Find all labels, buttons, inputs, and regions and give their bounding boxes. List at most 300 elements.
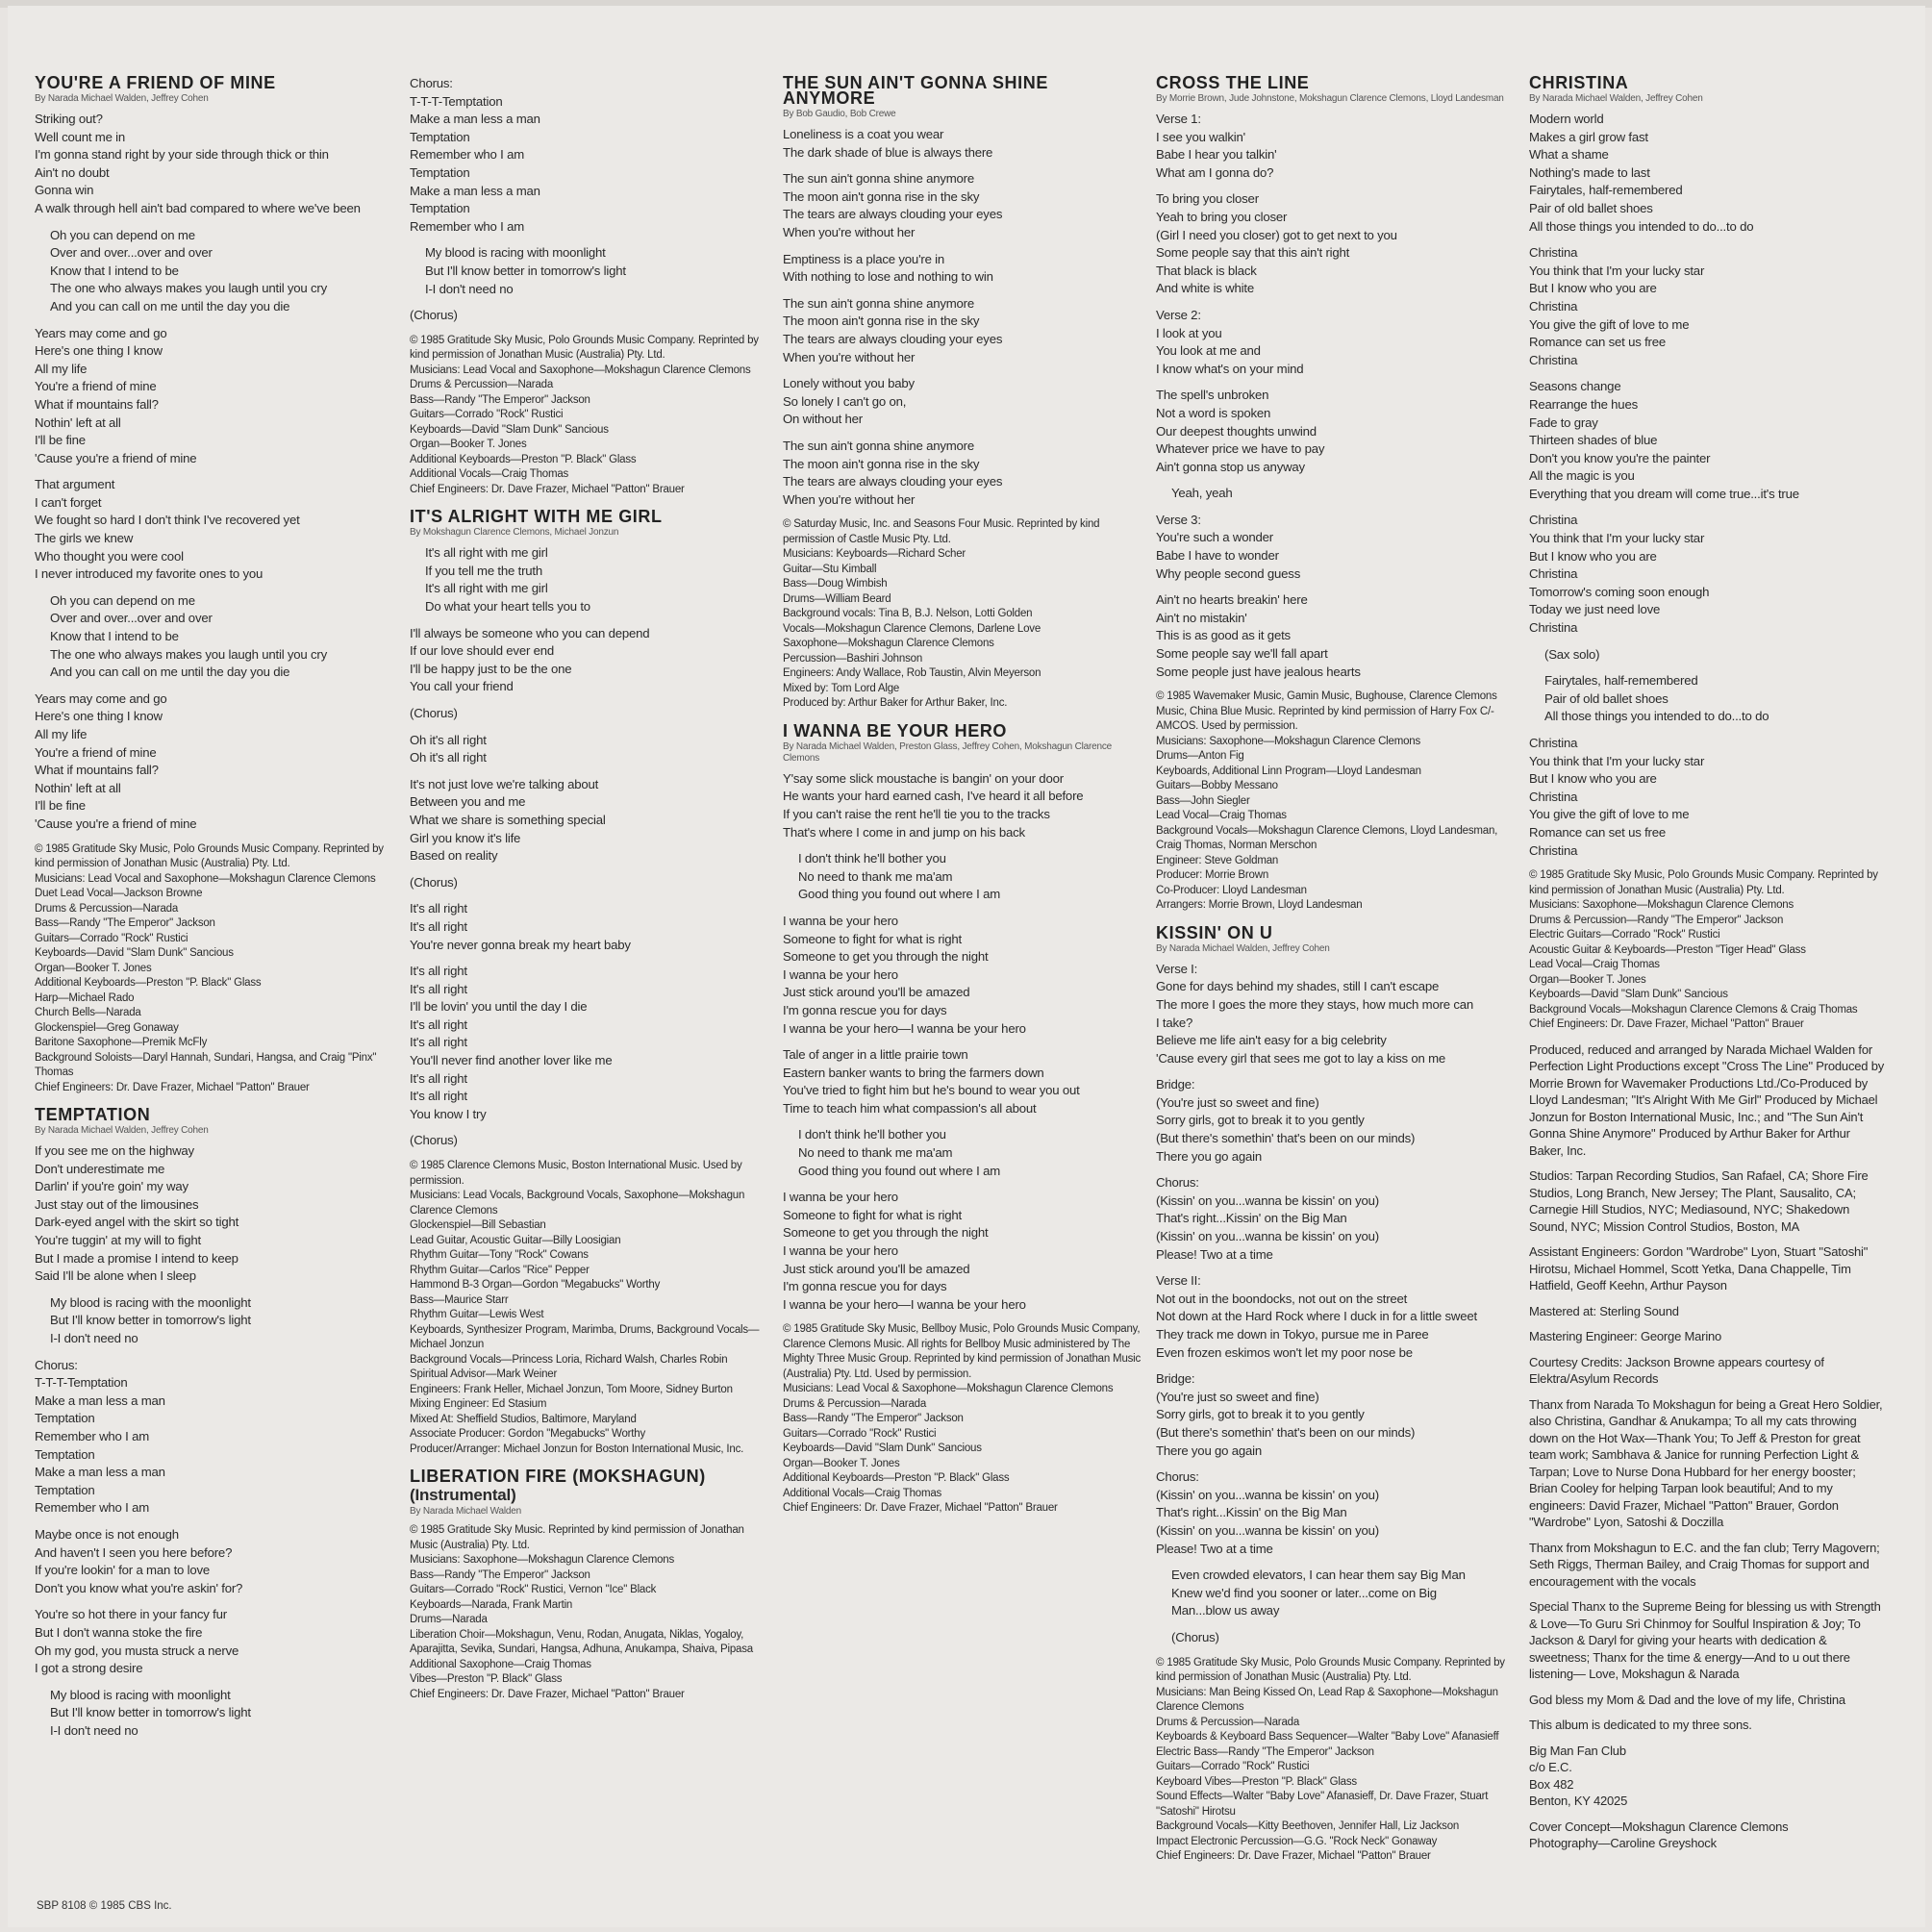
credit-line: Glockenspiel—Bill Sebastian <box>410 1219 546 1232</box>
lyric-stanza <box>1156 307 1512 378</box>
lyric-line: (Kissin' on you...wanna be kissin' on you) <box>1156 1487 1379 1502</box>
credit-line: Produced by: Arthur Baker for Arthur Baker, Inc. <box>783 697 1008 710</box>
lyric-line: (Kissin' on you...wanna be kissin' on you) <box>1156 1192 1379 1208</box>
lyric-line: I can't forget <box>35 494 102 510</box>
lyric-line: Y'say some slick moustache is bangin' on your door <box>783 770 1064 786</box>
lyric-line: Everything that you dream will come true...it's true <box>1529 486 1799 501</box>
lyric-line: Who thought you were cool <box>35 548 184 564</box>
lyric-line: T-T-T-Temptation <box>410 93 503 109</box>
credit-line: Engineer: Steve Goldman <box>1156 854 1279 866</box>
credit-line: Bass—Randy "The Emperor" Jackson <box>35 917 215 930</box>
credit-line: Background Vocals—Mokshagun Clarence Clemons, Lloyd Landesman, Craig Thomas, Norman Merschon <box>1156 824 1498 852</box>
lyric-line: When you're without her <box>783 349 916 364</box>
musician-credits <box>410 334 765 498</box>
lyric-line: But I'll know better in tomorrow's light <box>425 263 626 278</box>
lyric-line: I don't think he'll bother you <box>798 851 946 866</box>
musician-credits <box>410 1159 765 1457</box>
lyric-line: The sun ain't gonna shine anymore <box>783 295 974 311</box>
lyric-line: I look at you <box>1156 325 1222 340</box>
lyric-line: Good thing you found out where I am <box>798 887 1001 902</box>
lyric-line: Modern world <box>1529 112 1604 126</box>
lyric-line: T-T-T-Temptation <box>35 1375 128 1391</box>
lyric-line: Oh it's all right <box>410 750 487 765</box>
lyric-line: Thirteen shades of blue <box>1529 433 1658 448</box>
lyric-line: Some people just have jealous hearts <box>1156 664 1361 679</box>
lyric-line: I wanna be your hero—I wanna be your hero <box>783 1020 1026 1036</box>
lyric-line: There you go again <box>1156 1443 1263 1458</box>
song-block <box>410 75 765 497</box>
lyric-line: Make a man less a man <box>410 183 540 198</box>
credit-line: Engineers: Andy Wallace, Rob Taustin, Alvin Meyerson <box>783 667 1041 680</box>
lyric-line: And white is white <box>1156 281 1254 296</box>
credit-line: Rhythm Guitar—Tony "Rock" Cowans <box>410 1249 589 1262</box>
lyric-line: Don't you know you're the painter <box>1529 450 1711 465</box>
lyric-stanza <box>410 75 765 236</box>
lyric-line: (Chorus) <box>410 308 458 323</box>
lyric-line: I wanna be your hero <box>783 1243 898 1259</box>
lyric-line: It's all right <box>410 1035 467 1050</box>
lyric-line: Christina <box>1529 298 1578 314</box>
lyric-line: If you tell me the truth <box>425 563 543 578</box>
lyric-stanza <box>783 126 1142 162</box>
lyric-stanza <box>35 1606 392 1677</box>
credit-line: © 1985 Clarence Clemons Music, Boston International Music. Used by permission. <box>410 1160 742 1187</box>
credit-line: Chief Engineers: Dr. Dave Frazer, Michael "Patton" Brauer <box>410 483 685 495</box>
lyric-stanza <box>1156 1272 1512 1362</box>
lyric-line: And you can call on me until the day you die <box>50 665 290 680</box>
lyric-line: Babe I hear you talkin' <box>1156 147 1277 163</box>
credit-line: Mixed At: Sheffield Studios, Baltimore, Maryland <box>410 1413 637 1425</box>
lyric-line: Verse 1: <box>1156 112 1201 126</box>
credit-line: Background Vocals—Kitty Beethoven, Jennifer Hall, Liz Jackson <box>1156 1820 1460 1832</box>
lyric-line: You've tried to fight him but he's bound to wear you out <box>783 1083 1080 1098</box>
lyric-line: We fought so hard I don't think I've recovered yet <box>35 513 300 528</box>
lyric-line: (Kissin' on you...wanna be kissin' on you) <box>1156 1522 1379 1538</box>
lyric-line: Maybe once is not enough <box>35 1526 179 1542</box>
lyric-line: You think that I'm your lucky star <box>1529 531 1705 546</box>
credit-line: Mixed by: Tom Lord Alge <box>783 682 900 694</box>
lyric-line: The girls we knew <box>35 531 134 546</box>
lyric-stanza <box>783 1126 1142 1180</box>
credit-line: Liberation Choir—Mokshagun, Venu, Rodan, Anugata, Niklas, Yogaloy, Aparajitta, Sevika, Sundari, Hangsa, Adhuna, Anukampa, Shaiva, Pipasa <box>410 1628 753 1656</box>
credit-line: Additional Vocals—Craig Thomas <box>783 1487 942 1499</box>
credit-line: Organ—Booker T. Jones <box>1529 973 1646 986</box>
credit-line: Rhythm Guitar—Carlos "Rice" Pepper <box>410 1264 590 1276</box>
lyric-line: They track me down in Tokyo, pursue me in Paree <box>1156 1327 1429 1342</box>
lyric-line: Christina <box>1529 736 1578 750</box>
lyric-line: Temptation <box>410 201 470 216</box>
lyric-line: Babe I have to wonder <box>1156 548 1279 564</box>
lyric-line: You give the gift of love to me <box>1529 807 1690 822</box>
credit-line: Vibes—Preston "P. Black" Glass <box>410 1673 563 1686</box>
credit-line: © 1985 Gratitude Sky Music, Polo Grounds Music Company. Reprinted by kind permission of Jonathan Music (Australia) Pty. Ltd. <box>1156 1656 1505 1683</box>
credit-line: Church Bells—Narada <box>35 1007 141 1019</box>
credit-line: Guitars—Corrado "Rock" Rustici <box>35 932 188 944</box>
credit-line: Organ—Booker T. Jones <box>35 962 152 974</box>
credit-line: Vocals—Mokshagun Clarence Clemons, Darlene Love <box>783 622 1041 635</box>
lyric-line: Please! Two at a time <box>1156 1246 1273 1262</box>
credit-line: Additional Keyboards—Preston "P. Black" Glass <box>410 453 637 465</box>
lyric-line: I-I don't need no <box>50 1331 138 1345</box>
lyric-line: If our love should ever end <box>410 643 555 659</box>
lyric-stanza <box>410 625 765 696</box>
lyric-line: (Girl I need you closer) got to get next to you <box>1156 227 1397 242</box>
lyric-line: Even crowded elevators, I can hear them say Big Man <box>1171 1568 1466 1583</box>
lyric-line: I'll always be someone who you can depend <box>410 625 650 640</box>
lyric-line: You call your friend <box>410 679 514 694</box>
lyric-line: Chorus: <box>1156 1175 1199 1191</box>
lyric-line: You're a friend of mine <box>35 744 157 760</box>
lyric-stanza <box>1156 591 1512 681</box>
lyric-line: Fairytales, half-remembered <box>1544 673 1698 689</box>
lyric-line: What we share is something special <box>410 812 606 827</box>
lyric-line: I'm gonna rescue you for days <box>783 1279 947 1294</box>
song-title: THE SUN AIN'T GONNA SHINE ANYMORE <box>783 73 1048 108</box>
lyric-line: Oh you can depend on me <box>50 592 195 608</box>
songwriter-credit: By Narada Michael Walden, Jeffrey Cohen <box>1156 942 1330 954</box>
credit-line: Guitars—Corrado "Rock" Rustici <box>783 1427 937 1440</box>
lyric-line: Here's one thing I know <box>35 709 163 724</box>
lyric-line: The moon ain't gonna rise in the sky <box>783 456 980 471</box>
credit-line: Musicians: Saxophone—Mokshagun Clarence Clemons <box>1529 899 1794 912</box>
credit-line: © 1985 Gratitude Sky Music, Bellboy Music, Polo Grounds Music Company, Clarence Clemons Music. All rights for Bellboy Music administered by The Mighty Three Music Group. Reprinted by kind permission of Jonathan Music (Australia) Pty. Ltd. Used by permission. <box>783 1323 1142 1380</box>
lyric-line: Remember who I am <box>410 147 524 163</box>
musician-credits <box>35 842 392 1096</box>
credit-line: Musicians: Lead Vocal & Saxophone—Mokshagun Clarence Clemons <box>783 1383 1114 1395</box>
lyric-line: Christina <box>1529 245 1578 261</box>
lyric-line: Why people second guess <box>1156 565 1301 581</box>
lyric-line: All the magic is you <box>1529 468 1635 484</box>
lyric-line: Just stick around you'll be amazed <box>783 1261 970 1276</box>
album-note: Studios: Tarpan Recording Studios, San Rafael, CA; Shore Fire Studios, Long Branch, New Jersey; The Plant, Sausalito, CA; Carnegie Hill Studios, NYC; Mediasound, NYC; Shakedown Sound, NYC; Mission Control Studios, Boston, MA <box>1529 1168 1869 1234</box>
songwriter-credit: By Morrie Brown, Jude Johnstone, Mokshagun Clarence Clemons, Lloyd Landesman <box>1156 93 1504 104</box>
song-subtitle: (Instrumental) <box>410 1486 516 1505</box>
lyric-sheet <box>8 6 1925 1927</box>
credit-line: Duet Lead Vocal—Jackson Browne <box>35 888 203 900</box>
credit-line: Background Soloists—Daryl Hannah, Sundari, Hangsa, and Craig "Pinx" Thomas <box>35 1051 377 1079</box>
lyric-stanza <box>410 900 765 954</box>
lyric-stanza <box>410 705 765 723</box>
credit-line: Drums & Percussion—Narada <box>35 902 179 915</box>
credit-line: Keyboards, Additional Linn Program—Lloyd Landesman <box>1156 765 1421 777</box>
lyric-line: Verse II: <box>1156 1273 1201 1289</box>
songwriter-credit: By Mokshagun Clarence Clemons, Michael Jonzun <box>410 527 619 539</box>
musician-credits <box>783 1322 1142 1517</box>
lyric-line: Christina <box>1529 352 1578 367</box>
album-note: Mastering Engineer: George Marino <box>1529 1329 1722 1344</box>
lyric-line: Pair of old ballet shoes <box>1529 200 1653 215</box>
lyric-line: I-I don't need no <box>50 1722 138 1738</box>
credit-line: Chief Engineers: Dr. Dave Frazer, Michael "Patton" Brauer <box>1156 1850 1431 1862</box>
lyric-line: It's all right with me girl <box>425 545 548 561</box>
album-note: Produced, reduced and arranged by Narada Michael Walden for Perfection Light Productions except "Cross The Line" Produced by Morrie Brown for Wavemaker Productions Ltd./Co-Produced by Lloyd Landesman; "It's Alright With Me Girl" Produced by Michael Jonzun for Boston International Music, Inc.; and "The Sun Ain't Gonna Shine Anymore" Produced by Arthur Baker for Arthur Baker, Inc. <box>1529 1041 1885 1158</box>
song-block <box>410 509 765 1457</box>
column-5 <box>1529 75 1885 1864</box>
lyric-line: I wanna be your hero—I wanna be your hero <box>783 1296 1026 1312</box>
lyric-line: Not down at the Hard Rock where I duck in for a little sweet <box>1156 1309 1477 1324</box>
lyric-line: But I don't wanna stoke the fire <box>35 1624 203 1640</box>
lyric-line: (But there's somethin' that's been on our minds) <box>1156 1131 1416 1146</box>
credit-line: Background Vocals—Princess Loria, Richard Walsh, Charles Robin <box>410 1353 728 1366</box>
lyric-line: I wanna be your hero <box>783 966 898 982</box>
lyric-line: The tears are always clouding your eyes <box>783 331 1003 346</box>
lyric-line: It's all right <box>410 1089 467 1104</box>
lyric-line: That's right...Kissin' on the Big Man <box>1156 1211 1347 1226</box>
lyric-stanza <box>1156 1468 1512 1558</box>
credit-line: Keyboards, Synthesizer Program, Marimba, Drums, Background Vocals—Michael Jonzun <box>410 1323 760 1351</box>
song-title: KISSIN' ON U <box>1156 922 1273 942</box>
album-note: Cover Concept—Mokshagun Clarence Clemons Photography—Caroline Greyshock <box>1529 1819 1789 1851</box>
credit-line: Guitars—Corrado "Rock" Rustici <box>1156 1761 1310 1772</box>
credit-line: Associate Producer: Gordon "Megabucks" Worthy <box>410 1428 646 1441</box>
lyric-line: You think that I'm your lucky star <box>1529 263 1705 278</box>
lyric-line: When you're without her <box>783 491 916 507</box>
lyric-stanza <box>35 325 392 468</box>
credit-line: Guitar—Stu Kimball <box>783 563 877 575</box>
credit-line: Keyboards & Keyboard Bass Sequencer—Walter "Baby Love" Afanasieff <box>1156 1731 1499 1743</box>
credit-line: Additional Vocals—Craig Thomas <box>410 468 569 481</box>
lyric-line: Oh you can depend on me <box>50 227 195 242</box>
lyric-line: Romance can set us free <box>1529 335 1667 350</box>
lyric-stanza <box>783 913 1142 1038</box>
lyric-stanza <box>783 770 1142 841</box>
lyric-stanza <box>1156 1370 1512 1460</box>
lyric-line: You're never gonna break my heart baby <box>410 937 631 952</box>
column-1 <box>35 75 392 1751</box>
lyric-line: Nothin' left at all <box>35 414 121 430</box>
lyric-stanza <box>1156 1174 1512 1264</box>
lyric-stanza <box>35 1526 392 1597</box>
lyric-line: Don't you know what you're askin' for? <box>35 1580 243 1595</box>
lyric-line: Don't underestimate me <box>35 1161 165 1176</box>
musician-credits <box>783 517 1142 712</box>
lyric-line: I'll be fine <box>35 433 86 448</box>
lyric-line: You know I try <box>410 1106 487 1121</box>
credit-line: Chief Engineers: Dr. Dave Frazer, Michael "Patton" Brauer <box>1529 1018 1804 1031</box>
lyric-line: Know that I intend to be <box>50 263 179 278</box>
lyric-line: The moon ain't gonna rise in the sky <box>783 314 980 329</box>
lyric-line: Today we just need love <box>1529 602 1661 617</box>
credit-line: Glockenspiel—Greg Gonaway <box>35 1021 179 1034</box>
lyric-line: (Chorus) <box>1171 1629 1219 1644</box>
song-title: YOU'RE A FRIEND OF MINE <box>35 73 276 92</box>
lyric-line: Chorus: <box>35 1357 78 1372</box>
credit-line: © 1985 Gratitude Sky Music, Polo Grounds Music Company. Reprinted by kind permission of Jonathan Music (Australia) Pty. Ltd. <box>410 334 759 362</box>
songwriter-credit: By Narada Michael Walden, Jeffrey Cohen <box>35 1125 209 1137</box>
lyric-line: The dark shade of blue is always there <box>783 144 993 160</box>
lyric-line: Make a man less a man <box>410 112 540 127</box>
credit-line: © 1985 Wavemaker Music, Gamin Music, Bughouse, Clarence Clemons Music, China Blue Music. Reprinted by kind permission of Harry Fox C/- AMCOS. Used by permission. <box>1156 690 1497 733</box>
credit-line: © 1985 Gratitude Sky Music. Reprinted by kind permission of Jonathan Music (Australia) Pty. Ltd. <box>410 1524 744 1551</box>
credit-line: Musicians: Saxophone—Mokshagun Clarence Clemons <box>1156 735 1421 747</box>
lyric-line: You think that I'm your lucky star <box>1529 753 1705 768</box>
lyric-line: Remember who I am <box>410 218 524 234</box>
lyric-line: It's all right <box>410 918 467 934</box>
album-note: Mastered at: Sterling Sound <box>1529 1303 1679 1318</box>
credit-line: Guitars—Corrado "Rock" Rustici <box>410 409 564 421</box>
lyric-stanza <box>783 251 1142 287</box>
lyric-stanza <box>1156 190 1512 298</box>
credit-line: Background vocals: Tina B, B.J. Nelson, Lotti Golden <box>783 608 1033 620</box>
lyric-line: I-I don't need no <box>425 281 514 296</box>
song-block <box>410 1468 765 1702</box>
lyric-line: I'm gonna stand right by your side through thick or thin <box>35 147 329 163</box>
credit-line: Bass—Doug Wimbish <box>783 578 888 590</box>
credit-line: Lead Guitar, Acoustic Guitar—Billy Loosigian <box>410 1234 621 1246</box>
musician-credits <box>1156 690 1512 914</box>
album-note: Big Man Fan Club c/o E.C. Box 482 Benton, KY 42025 <box>1529 1743 1628 1809</box>
lyric-line: But I know who you are <box>1529 548 1657 564</box>
credit-line: Lead Vocal—Craig Thomas <box>1529 959 1660 971</box>
lyric-line: Over and over...over and over <box>50 611 213 626</box>
credit-line: Musicians: Lead Vocal and Saxophone—Mokshagun Clarence Clemons <box>410 364 751 376</box>
lyric-line: I wanna be your hero <box>783 1190 898 1205</box>
lyric-line: Know that I intend to be <box>50 629 179 644</box>
lyric-line: It's all right <box>410 981 467 996</box>
lyric-stanza <box>35 111 392 218</box>
lyric-line: Not out in the boondocks, not out on the street <box>1156 1291 1408 1306</box>
lyric-line: You're tuggin' at my will to fight <box>35 1233 201 1248</box>
lyric-stanza <box>410 307 765 325</box>
credit-line: Organ—Booker T. Jones <box>783 1457 900 1469</box>
lyric-line: Christina <box>1529 566 1578 582</box>
lyric-line: Oh it's all right <box>410 732 487 747</box>
credit-line: © 1985 Gratitude Sky Music, Polo Grounds Music Company. Reprinted by kind permission of Jonathan Music (Australia) Pty. Ltd. <box>1529 869 1878 896</box>
lyric-line: Yeah to bring you closer <box>1156 209 1288 224</box>
lyric-line: The more I goes the more they stays, how much more can <box>1156 996 1474 1012</box>
credit-line: Drums—Anton Fig <box>1156 750 1244 763</box>
lyric-line: You're so hot there in your fancy fur <box>35 1607 227 1622</box>
lyric-line: 'Cause you're a friend of mine <box>35 450 197 465</box>
lyric-line: Whatever price we have to pay <box>1156 441 1325 457</box>
lyric-line: I wanna be your hero <box>783 913 898 928</box>
lyric-line: Someone to fight for what is right <box>783 931 962 946</box>
credit-line: Drums & Percussion—Narada <box>783 1397 927 1410</box>
lyric-line: Good thing you found out where I am <box>798 1163 1001 1178</box>
lyric-stanza <box>1529 646 1885 665</box>
lyric-line: I never introduced my favorite ones to you <box>35 566 263 582</box>
song-block <box>1156 922 1512 1865</box>
album-note: Special Thanx to the Supreme Being for blessing us with Strength & Love—To Guru Sri Chinmoy for Soulful Inspiration & Joy; To Jackson & Daryl for giving your hearts with dedication & sweetness; Thanx for the time & energy—And to u out there listening— Love, Mokshagun & Narada <box>1529 1599 1881 1682</box>
lyric-line: The moon ain't gonna rise in the sky <box>783 188 980 204</box>
lyric-line: I see you walkin' <box>1156 129 1245 144</box>
lyric-line: Temptation <box>35 1411 95 1426</box>
lyric-stanza <box>783 438 1142 509</box>
lyric-stanza <box>35 476 392 584</box>
credit-line: Musicians: Man Being Kissed On, Lead Rap & Saxophone—Mokshagun Clarence Clemons <box>1156 1686 1498 1713</box>
lyric-line: Christina <box>1529 513 1578 528</box>
column-4 <box>1156 75 1512 1876</box>
lyric-stanza <box>35 592 392 682</box>
lyric-line: Over and over...over and over <box>50 245 213 261</box>
lyric-line: My blood is racing with moonlight <box>425 245 606 261</box>
credit-line: © 1985 Gratitude Sky Music, Polo Grounds Music Company. Reprinted by kind permission of Jonathan Music (Australia) Pty. Ltd. <box>35 842 384 870</box>
lyric-line: My blood is racing with moonlight <box>50 1687 231 1702</box>
credit-line: Baritone Saxophone—Premik McFly <box>35 1037 208 1049</box>
credit-line: Musicians: Saxophone—Mokshagun Clarence Clemons <box>410 1554 675 1567</box>
lyric-line: It's not just love we're talking about <box>410 776 599 791</box>
lyric-line: A walk through hell ain't bad compared to where we've been <box>35 200 361 215</box>
lyric-line: I got a strong desire <box>35 1661 143 1676</box>
credit-line: Additional Saxophone—Craig Thomas <box>410 1658 591 1670</box>
songwriter-credit: By Narada Michael Walden, Jeffrey Cohen <box>1529 93 1703 104</box>
lyric-stanza <box>783 1189 1142 1314</box>
lyric-line: Sorry girls, got to break it to you gently <box>1156 1407 1365 1422</box>
song-title: CROSS THE LINE <box>1156 73 1310 92</box>
album-note: Courtesy Credits: Jackson Browne appears courtesy of Elektra/Asylum Records <box>1529 1354 1824 1387</box>
credit-line: Keyboards—David "Slam Dunk" Sancious <box>410 423 609 436</box>
lyric-line: That's where I come in and jump on his back <box>783 824 1025 840</box>
lyric-stanza <box>1529 512 1885 637</box>
lyric-line: Tale of anger in a little prairie town <box>783 1047 968 1063</box>
songwriter-credit: By Narada Michael Walden, Preston Glass, Jeffrey Cohen, Mokshagun Clarence Clemons <box>783 740 1113 764</box>
songwriter-credit: By Bob Gaudio, Bob Crewe <box>783 109 896 119</box>
lyric-stanza <box>783 295 1142 366</box>
credit-line: Drums & Percussion—Narada <box>1156 1716 1300 1728</box>
lyric-line: Our deepest thoughts unwind <box>1156 423 1317 439</box>
song-block <box>783 75 1142 712</box>
lyric-line: It's all right <box>410 1016 467 1032</box>
lyric-stanza <box>410 874 765 892</box>
lyric-line: But I made a promise I intend to keep <box>35 1250 238 1266</box>
lyric-line: Time to teach him what compassion's all about <box>783 1100 1037 1116</box>
credit-line: Bass—Randy "The Emperor" Jackson <box>410 1568 590 1581</box>
lyric-stanza <box>35 227 392 316</box>
song-title: LIBERATION FIRE (MOKSHAGUN) <box>410 1467 706 1487</box>
lyric-line: Rearrange the hues <box>1529 396 1638 412</box>
lyric-line: You look at me and <box>1156 343 1261 359</box>
lyric-line: I know what's on your mind <box>1156 361 1304 376</box>
lyric-line: With nothing to lose and nothing to win <box>783 269 993 285</box>
credit-line: Bass—John Siegler <box>1156 794 1250 807</box>
lyric-line: All my life <box>35 727 88 741</box>
lyric-line: Said I'll be alone when I sleep <box>35 1268 196 1284</box>
lyric-stanza <box>1529 735 1885 860</box>
lyric-line: Verse 3: <box>1156 512 1201 527</box>
lyric-line: Remember who I am <box>35 1428 149 1443</box>
lyric-line: Remember who I am <box>35 1500 149 1516</box>
lyric-line: That argument <box>35 477 115 492</box>
lyric-line: (Chorus) <box>410 1133 458 1148</box>
lyric-stanza <box>783 375 1142 429</box>
lyric-line: It's all right <box>410 1070 467 1086</box>
lyric-line: Makes a girl grow fast <box>1529 129 1648 144</box>
songwriter-credit: By Narada Michael Walden <box>410 1506 521 1518</box>
credit-line: Sound Effects—Walter "Baby Love" Afanasieff, Dr. Dave Frazer, Stuart "Satoshi" Hirotsu <box>1156 1791 1489 1818</box>
credit-line: Drums & Percussion—Randy "The Emperor" Jackson <box>1529 914 1784 926</box>
lyric-line: The one who always makes you laugh until you cry <box>50 281 328 296</box>
credit-line: Keyboards—David "Slam Dunk" Sancious <box>783 1443 982 1455</box>
lyric-line: Someone to get you through the night <box>783 1225 989 1241</box>
lyric-line: Girl you know it's life <box>410 830 521 845</box>
credit-line: Electric Guitars—Corrado "Rock" Rustici <box>1529 929 1720 941</box>
credit-line: Electric Bass—Randy "The Emperor" Jackson <box>1156 1745 1374 1758</box>
lyric-line: Make a man less a man <box>35 1465 165 1480</box>
lyric-line: You're such a wonder <box>1156 530 1273 545</box>
lyric-line: But I'll know better in tomorrow's light <box>50 1313 251 1328</box>
lyric-line: Believe me life ain't easy for a big celebrity <box>1156 1033 1387 1048</box>
lyric-line: Based on reality <box>410 848 498 864</box>
credit-line: Engineers: Frank Heller, Michael Jonzun, Tom Moore, Sidney Burton <box>410 1383 733 1395</box>
lyric-stanza <box>410 544 765 615</box>
credit-line: Musicians: Lead Vocal and Saxophone—Mokshagun Clarence Clemons <box>35 872 376 885</box>
lyric-line: Do what your heart tells you to <box>425 599 590 614</box>
credit-line: Saxophone—Mokshagun Clarence Clemons <box>783 638 994 650</box>
lyric-line: (Sax solo) <box>1544 646 1600 662</box>
lyric-stanza <box>35 1294 392 1348</box>
lyric-line: I'll be lovin' you until the day I die <box>410 999 588 1015</box>
lyric-line: Dark-eyed angel with the skirt so tight <box>35 1215 239 1230</box>
